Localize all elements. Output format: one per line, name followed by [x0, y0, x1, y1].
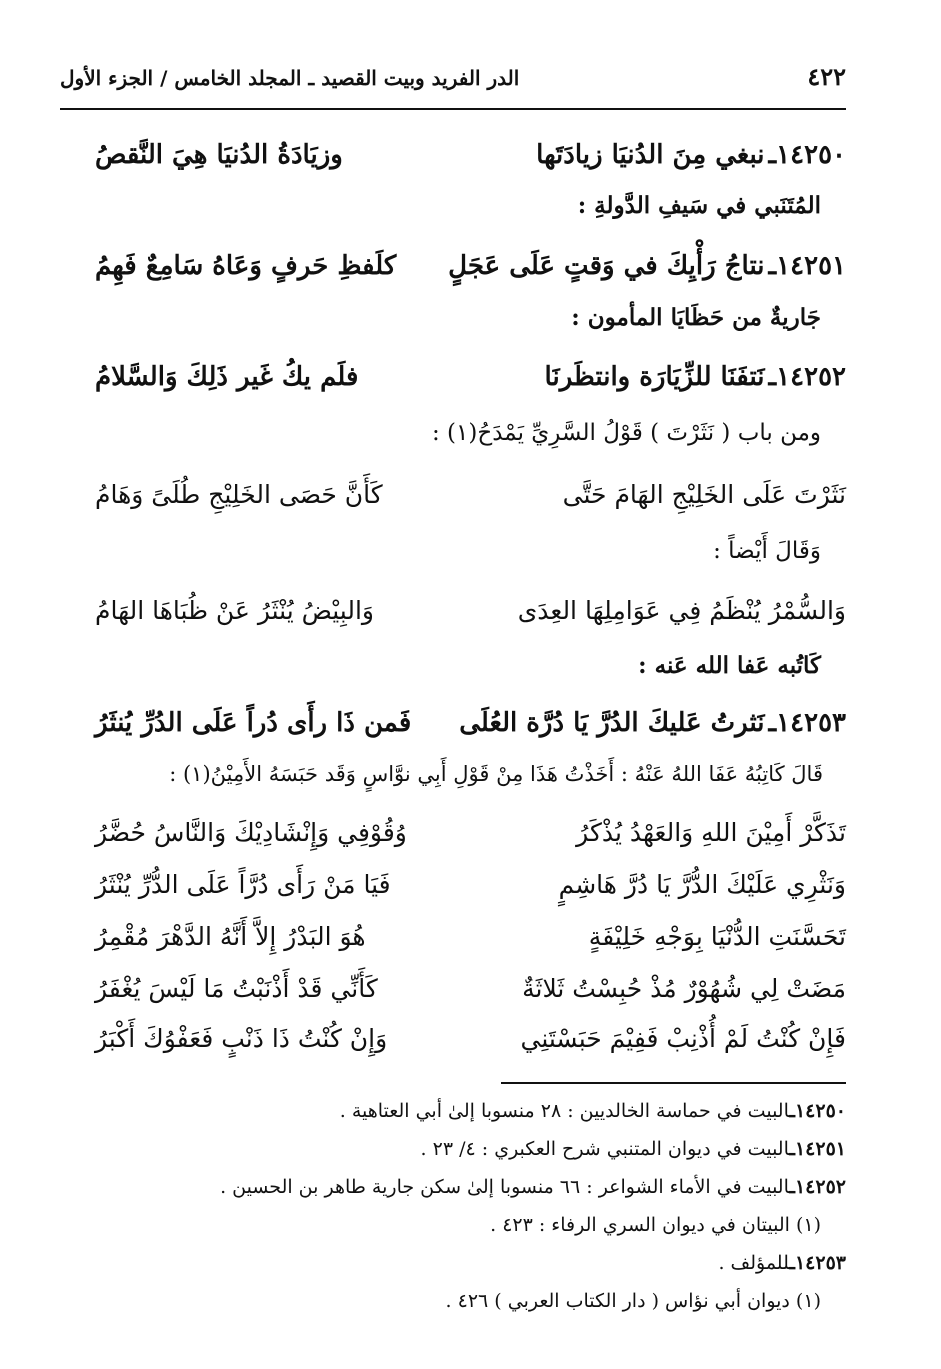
first-hemistich: نَثَرْتَ عَلَى الخَلِيْجِ الهَامَ حَتَّى	[562, 479, 846, 509]
second-hemistich: كلَفظِ حَرفٍ وَعَاهُ سَامِعٌ فَهِمُ	[95, 251, 397, 281]
abu-nuwas-intro: قَالَ كَاتِبُهُ عَفَا اللهُ عَنْهُ : أَخَذْتُ هَذَا مِنْ قَوْلِ أَبِي نوَّاسٍ وَقَد حَبَسَهُ الأَمِيْنُ(١) :	[169, 762, 823, 786]
footnote-divider	[501, 1082, 846, 1084]
writer-intro: كَاتُبه عَفا الله عَنه :	[638, 652, 821, 679]
poem-line	[95, 1016, 846, 1060]
verse-14252	[95, 354, 846, 400]
section-intro: ومن باب ( نَثَرْتَ ) قَوْلُ السَّرِيِّ يَمْدَحُ(١) :	[432, 420, 821, 446]
first-hemistich: نتاجُ رَأْيِكَ في وَقتٍ عَلَى عَجَلٍ	[448, 251, 765, 281]
footnote	[421, 1138, 846, 1160]
footnote-text: البيت في ديوان المتنبي شرح العكبري : ٤/ ٢٣ .	[420, 1138, 790, 1160]
second-hemistich: كَأَنِّي قَدْ أَذْنَبْتُ مَا لَيْسَ يُغْفَرُ	[95, 973, 378, 1003]
second-hemistich: وَالبِيْضُ يُنْثَرُ عَنْ ظُبَاهَا الهَامُ	[95, 595, 374, 625]
poem-line	[95, 810, 846, 854]
footnote-text: (١) ديوان أبي نؤاس ( دار الكتاب العربي ) ٤٢٦ .	[445, 1290, 821, 1312]
first-hemistich: مَضَتْ لِي شُهُوْرٌ مُذْ حُبِسْتُ ثَلاثَةٌ	[522, 973, 846, 1003]
poem-line	[95, 914, 846, 958]
verse-number: ١٤٢٥٣ـ	[768, 708, 846, 738]
verse-14253	[95, 700, 846, 746]
footnote-text: (١) البيتان في ديوان السري الرفاء : ٤٢٣ .	[490, 1214, 821, 1236]
second-hemistich: فلَم يكُ غَير ذَلِكَ وَالسَّلامُ	[95, 362, 359, 392]
poem-line	[95, 588, 846, 632]
second-hemistich: فَمن ذَا رأَى دُراً عَلَى الدُرِّ يُنثَرُ	[95, 708, 412, 738]
first-hemistich: تَحَسَّنَتِ الدُّنْيَا بِوَجْهِ خَلِيْفَةٍ	[588, 921, 846, 951]
second-hemistich: فَيَا مَنْ رَأَى دُرَّاً عَلَى الدُّرِّ يُنْثَرُ	[95, 869, 391, 899]
verse-14251	[95, 243, 846, 289]
first-hemistich: فَإِنْ كُنْتُ لَمْ أُذْنِبْ فَفِيْمَ حَبَسْتَنِي	[520, 1023, 846, 1053]
poem-line	[95, 472, 846, 516]
verse-intro: جَاريةٌ من حَظَايَا المأمون :	[571, 304, 821, 331]
second-hemistich: هُوَ البَدْرُ إِلاَّ أَنَّهُ الدَّهْرَ مُقْمِرُ	[95, 921, 366, 951]
footnote	[220, 1176, 846, 1198]
footnote-text: البيت في حماسة الخالديين : ٢٨ منسوبا إلىٰ أبي العتاهية .	[339, 1100, 790, 1122]
page-number: ٤٢٢	[807, 62, 846, 91]
footnote	[446, 1290, 821, 1312]
first-hemistich: وَالسُّمْرُ يُنْظَمُ فِي عَوَامِلِهَا العِدَى	[517, 595, 846, 625]
footnote-number: ١٤٢٥٠ـ	[789, 1100, 846, 1122]
verse-number: ١٤٢٥٢ـ	[768, 362, 846, 392]
footnote	[340, 1100, 846, 1122]
first-hemistich: تَذَكَّرْ أَمِيْنَ اللهِ وَالعَهْدُ يُذْكَرُ	[576, 817, 846, 847]
second-hemistich: وُقُوْفِي وَإِنْشَادِيْكَ وَالنَّاسُ حُضَّرُ	[95, 817, 407, 847]
footnote-number: ١٤٢٥٢ـ	[789, 1176, 846, 1198]
verse-14250	[95, 132, 846, 178]
poem-line	[95, 862, 846, 906]
first-hemistich: نَثرتُ عَليكَ الدُرَّ يَا دُرَّة العُلَى	[459, 708, 765, 738]
second-hemistich: وزيَادَةُ الدُنيَا هِيَ النَّقصُ	[95, 140, 343, 170]
footnote-text: للمؤلف .	[718, 1252, 790, 1274]
verse-intro: المُتَنَبي في سَيفِ الدَّولةِ :	[577, 192, 821, 219]
verse-number: ١٤٢٥١ـ	[768, 251, 846, 281]
header-divider	[60, 108, 846, 110]
footnote-number: ١٤٢٥١ـ	[789, 1138, 846, 1160]
second-hemistich: وَإِنْ كُنْتُ ذَا ذَنْبٍ فَعَفْوُكَ أَكْبَرُ	[95, 1023, 388, 1053]
also-said: وَقَالَ أَيْضاً :	[713, 538, 821, 564]
verse-number: ١٤٢٥٠ـ	[768, 140, 846, 170]
second-hemistich: كَأَنَّ حَصَى الخَلِيْجِ طُلَىً وَهَامُ	[95, 479, 383, 509]
first-hemistich: نبغي مِنَ الدُنيَا زيادَتَها	[536, 140, 765, 170]
footnote-text: البيت في الأماء الشواعر : ٦٦ منسوبا إلىٰ سكن جارية طاهر بن الحسين .	[220, 1176, 790, 1198]
footnote	[718, 1252, 846, 1274]
first-hemistich: وَنَثْرِي عَلَيْكَ الدُّرَّ يَا دُرَّ هَاشِمٍ	[558, 869, 846, 899]
poem-line	[95, 966, 846, 1010]
footnote-number: ١٤٢٥٣ـ	[789, 1252, 846, 1274]
footnote	[490, 1214, 821, 1236]
first-hemistich: نَتفَنَا للزِّيَارَة وانتظَرنَا	[544, 362, 765, 392]
running-title: الدر الفريد وبيت القصيد ـ المجلد الخامس / الجزء الأول	[60, 66, 520, 90]
page-header	[60, 62, 846, 102]
